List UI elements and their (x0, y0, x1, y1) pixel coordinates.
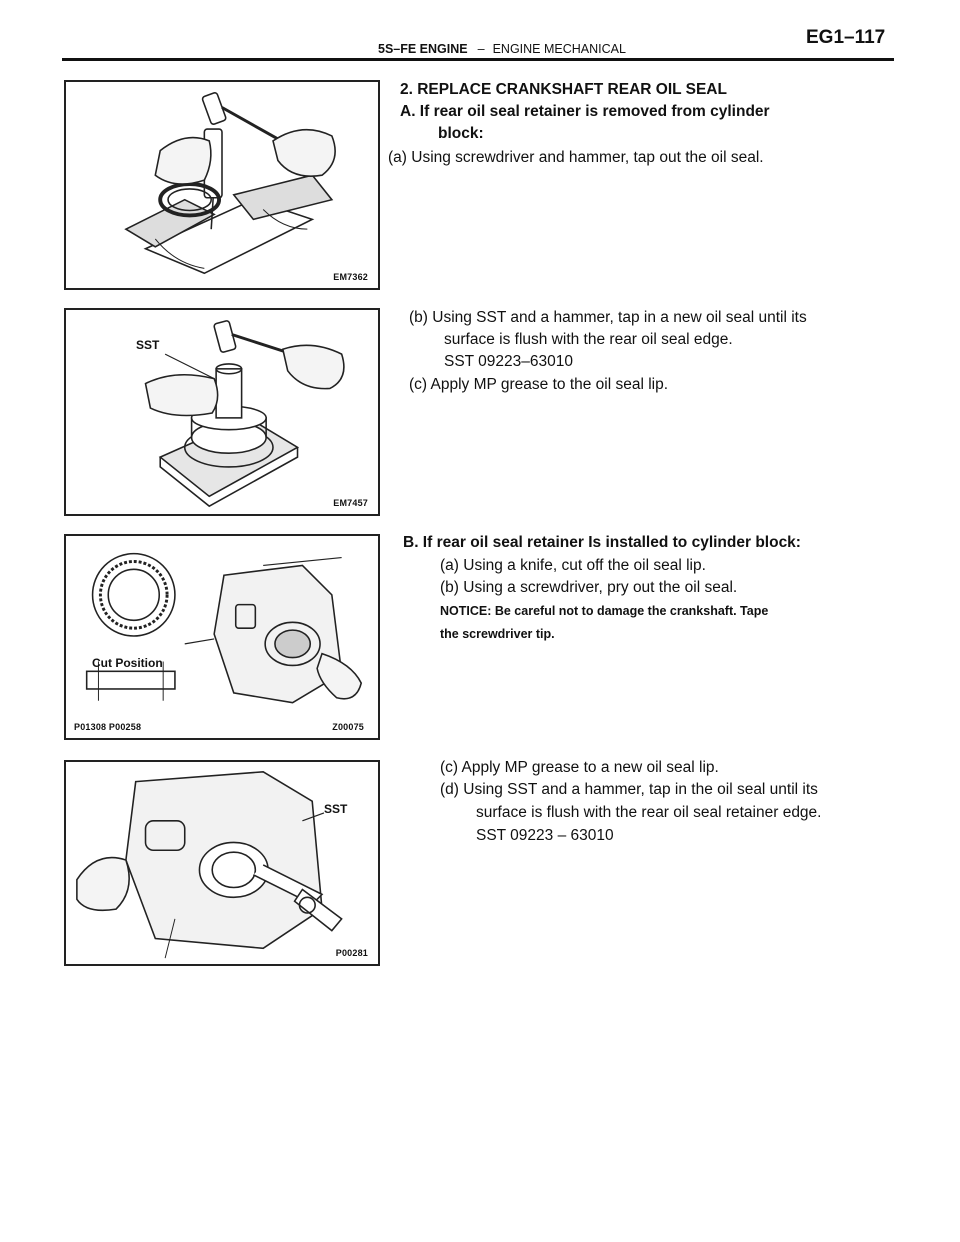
page-code: EG1–117 (806, 27, 886, 48)
figure-code: P00281 (335, 948, 368, 958)
step-b-line2: surface is flush with the rear oil seal edge. (444, 331, 733, 348)
step-d-sst: SST 09223 – 63010 (476, 827, 614, 844)
notice-line1: NOTICE: Be careful not to damage the crankshaft. Tape (440, 604, 769, 618)
notice-line2: the screwdriver tip. (440, 627, 555, 641)
step-c-grease: (c) Apply MP grease to the oil seal lip. (409, 376, 669, 393)
figure-install-seal-block (64, 760, 380, 966)
step-c-new-seal: (c) Apply MP grease to a new oil seal lip. (440, 759, 719, 776)
header-separator: – (477, 42, 485, 56)
figure-cut-seal-lip (64, 534, 380, 740)
figure-tap-out-seal (64, 80, 380, 290)
illustration-sst-hammer (66, 310, 378, 514)
header-engine: 5S–FE ENGINE (378, 42, 468, 56)
step-a-cut: (a) Using a knife, cut off the oil seal lip. (440, 557, 706, 574)
condition-a-line2: block: (438, 125, 484, 142)
figure-code-right: Z00075 (332, 722, 364, 732)
step-d-line1: (d) Using SST and a hammer, tap in the oil seal until its (440, 781, 818, 798)
illustration-sst-on-block (66, 762, 378, 964)
step-a-tap-out: (a) Using screwdriver and hammer, tap out the oil seal. (388, 149, 764, 166)
header-section: ENGINE MECHANICAL (492, 42, 626, 56)
figure-code-left: P01308 P00258 (74, 722, 142, 732)
figure-install-seal (64, 308, 380, 516)
illustration-hammer-screwdriver (66, 82, 378, 288)
procedure-heading: 2. REPLACE CRANKSHAFT REAR OIL SEAL (400, 81, 727, 98)
figure-code: EM7362 (333, 272, 368, 282)
step-b-sst: SST 09223–63010 (444, 353, 573, 370)
step-b-pry: (b) Using a screwdriver, pry out the oil seal. (440, 579, 738, 596)
sst-label: SST (324, 802, 348, 816)
sst-label: SST (136, 338, 160, 352)
header-rule (62, 58, 894, 61)
figure-code: EM7457 (333, 498, 368, 508)
condition-a-line1: A. If rear oil seal retainer is removed from cylinder (400, 103, 770, 120)
condition-b-heading: B. If rear oil seal retainer Is installed to cylinder block: (403, 534, 801, 551)
illustration-seal-cut (66, 536, 378, 738)
step-d-line2: surface is flush with the rear oil seal retainer edge. (476, 804, 822, 821)
step-b-line1: (b) Using SST and a hammer, tap in a new oil seal until its (409, 309, 807, 326)
running-header (378, 42, 626, 56)
cut-position-label: Cut Position (92, 656, 163, 670)
